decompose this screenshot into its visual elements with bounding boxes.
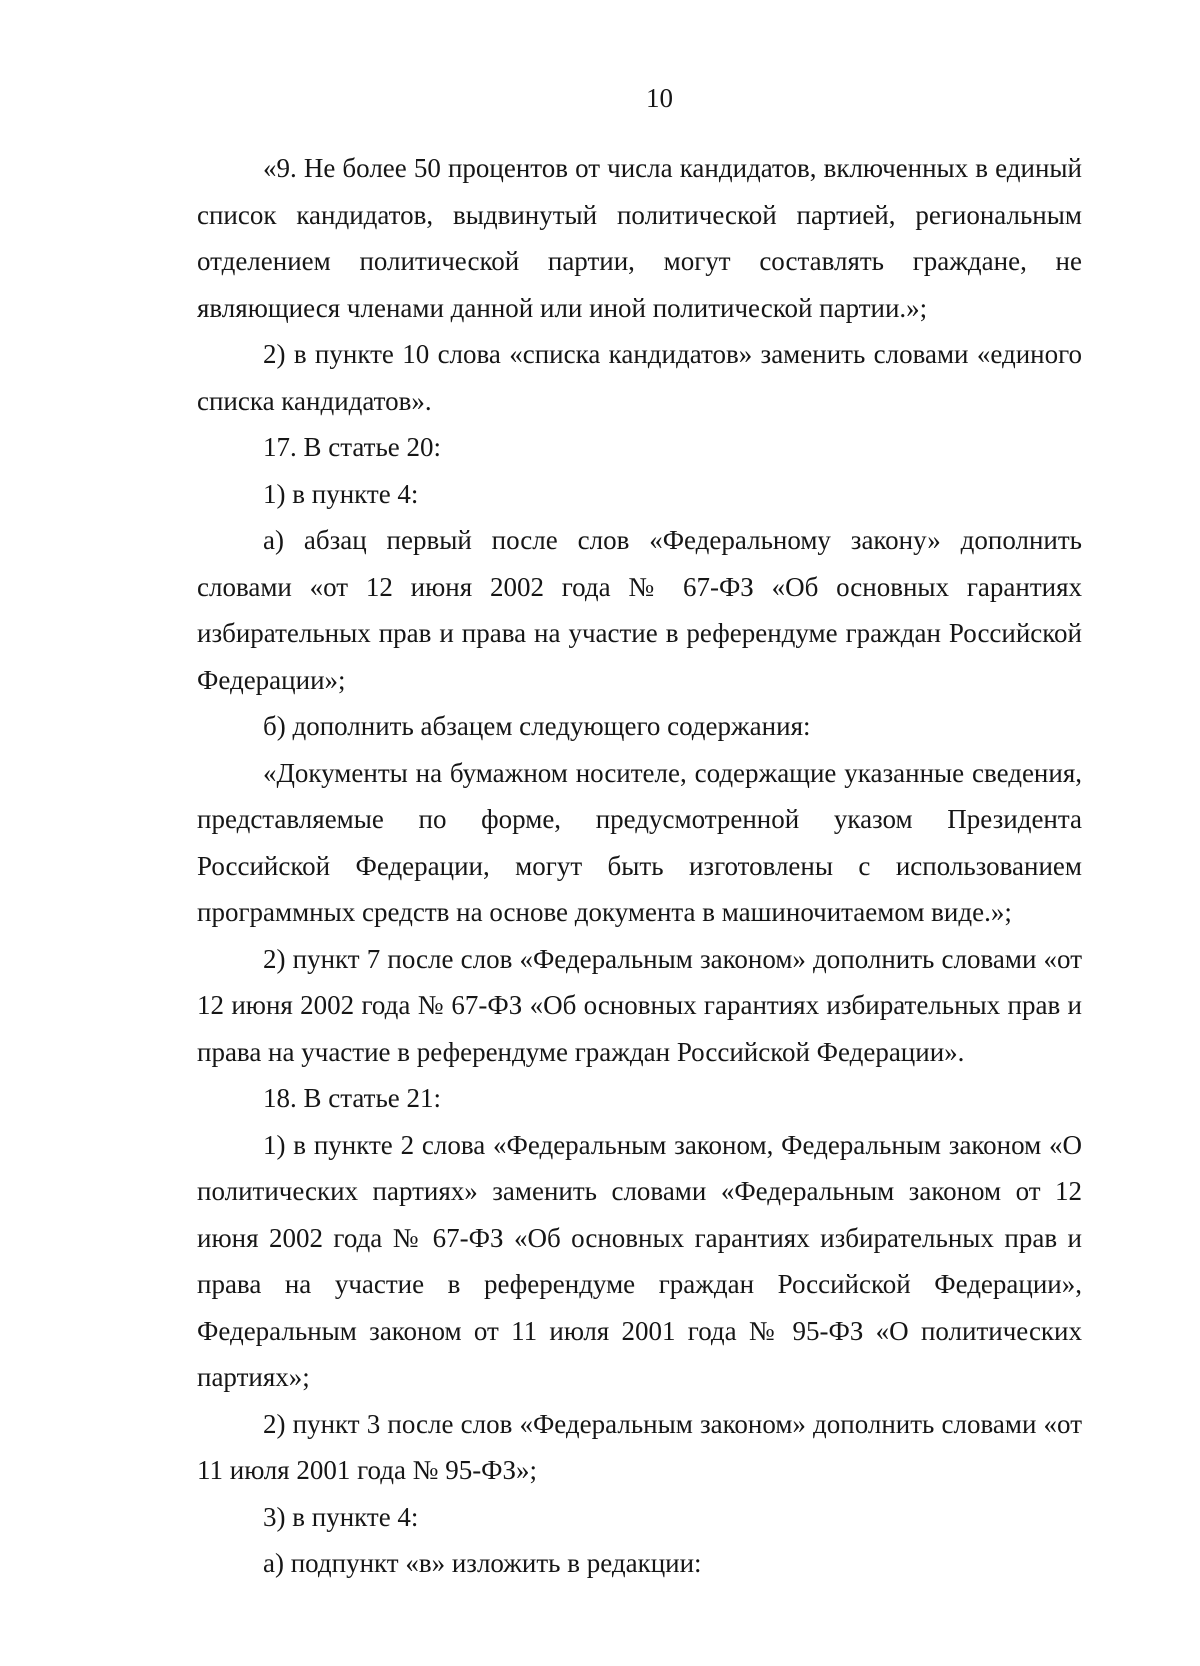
paragraph-subitem-b: б) дополнить абзацем следующего содержания: — [263, 711, 811, 741]
paragraph-item-2-point-3: 2) пункт 3 после слов «Федеральным законом» дополнить словами «от 11 июля 2001 года № 95-ФЗ»; — [197, 1408, 1082, 1485]
paragraph-subitem-a-v: а) подпункт «в» изложить в редакции: — [263, 1548, 702, 1578]
paragraph-item-1-point-2: 1) в пункте 2 слова «Федеральным законом, Федеральным законом «О политических партиях» заменить словами «Федеральным законом от 12 июня 2002 года № 67-ФЗ «Об основных гарантиях избирательных прав и права на участие в референдуме граждан Российской Федерации», Федеральным законом от 11 июля 2001 года № 95-ФЗ «О политических партиях»; — [197, 1129, 1082, 1392]
paragraph-item-3-point-4: 3) в пункте 4: — [263, 1501, 419, 1532]
paragraph-subitem-a: а) абзац первый после слов «Федеральному закону» дополнить словами «от 12 июня 2002 года № 67-ФЗ «Об основных гарантиях избирательных прав и права на участие в референдуме граждан Российской Федерации»; — [197, 525, 1082, 695]
paragraph-clause-9-quote: «9. Не более 50 процентов от числа кандидатов, включенных в единый список кандидатов, выдвинутый политической партией, региональным отделением политической партии, могут составлять граждане, не являющиеся членами данной или иной политической партии.»; — [197, 153, 1082, 323]
paragraph-section-18-heading: 18. В статье 21: — [263, 1083, 442, 1113]
page-number: 10 — [646, 83, 673, 113]
paragraph-documents-quote: «Документы на бумажном носителе, содержащие указанные сведения, представляемые по форме, предусмотренной указом Президента Российской Федерации, могут быть изготовлены с использованием программных средств на основе документа в машиночитаемом виде.»; — [197, 757, 1082, 927]
paragraph-item-1-point-4: 1) в пункте 4: — [263, 478, 419, 509]
paragraph-item-2-point-10: 2) в пункте 10 слова «списка кандидатов» заменить словами «единого списка кандидатов». — [197, 339, 1082, 416]
paragraph-section-17-heading: 17. В статье 20: — [263, 432, 442, 462]
paragraph-item-2-point-7: 2) пункт 7 после слов «Федеральным законом» дополнить словами «от 12 июня 2002 года № 67-ФЗ «Об основных гарантиях избирательных прав и права на участие в референдуме граждан Российской Федерации». — [197, 943, 1082, 1067]
document-body — [197, 145, 1082, 1587]
